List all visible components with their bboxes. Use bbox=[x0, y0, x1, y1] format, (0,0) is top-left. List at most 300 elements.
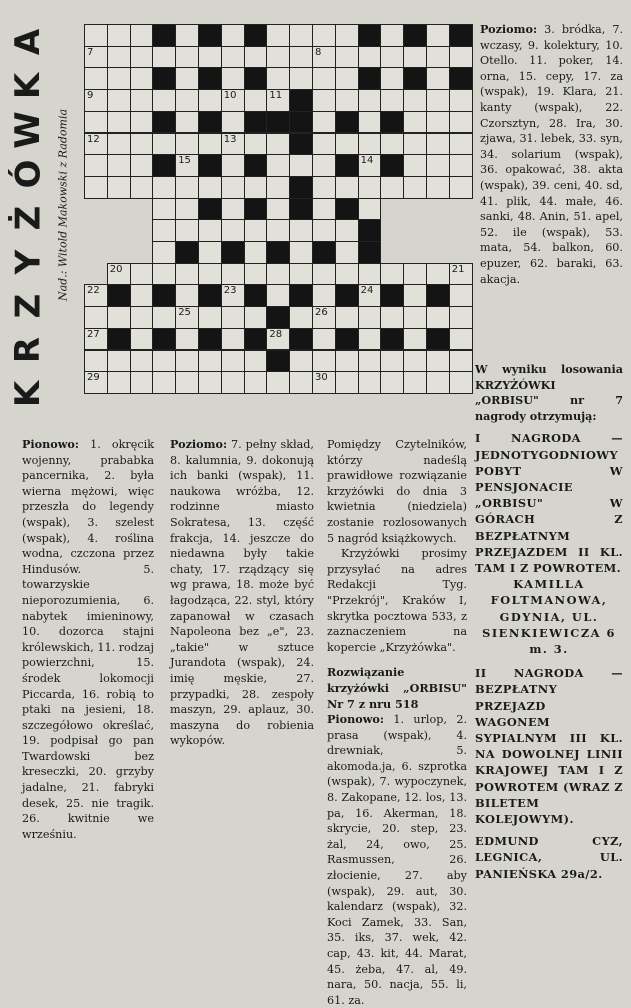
clue-number: 24 bbox=[360, 285, 374, 297]
grid-square bbox=[426, 371, 450, 394]
grid-square bbox=[335, 67, 359, 90]
grid-square bbox=[198, 306, 222, 329]
clue-number: 7 bbox=[87, 46, 94, 58]
grid-square bbox=[449, 306, 473, 329]
grid-square bbox=[152, 371, 176, 394]
grid-square bbox=[130, 284, 154, 307]
grid-square bbox=[358, 284, 382, 307]
clue-number: 9 bbox=[87, 90, 94, 102]
grid-square bbox=[175, 67, 199, 90]
grid-square bbox=[403, 306, 427, 329]
grid-gap bbox=[130, 241, 154, 264]
solution-poziomo: 3. bródka, 7. wczasy, 9. kolektury, 10. Otello. 11. poker, 14. orna, 15. cepy, 17. za (wspak), 19. Klara, 21. kanty (wspak), 22. Czorsztyn, 28. Ira, 30. zjawa, 31. lebek, 33. syn, 34. solarium (wspak), 36. opakować, 38. akta (wspak), 39. ceni, 40. sd, 41. plik, 44. małe, 46. sanki, 48. Anin, 51. apel, 52. ile (wspak), 53. mata, 54. balkon, 60. epuzer, 62. baraki, 63. akacja. bbox=[480, 23, 624, 286]
black-square bbox=[380, 284, 404, 307]
grid-square bbox=[358, 46, 382, 69]
grid-square bbox=[107, 89, 131, 112]
grid-square bbox=[289, 371, 313, 394]
grid-square bbox=[426, 176, 450, 199]
grid-square bbox=[312, 328, 336, 351]
black-square bbox=[198, 198, 222, 221]
grid-square bbox=[244, 176, 268, 199]
clue-number: 11 bbox=[269, 90, 283, 102]
grid-square bbox=[130, 328, 154, 351]
grid-square bbox=[289, 67, 313, 90]
grid-square bbox=[198, 241, 222, 264]
grid-square bbox=[335, 46, 359, 69]
grid-square bbox=[449, 350, 473, 373]
grid-gap bbox=[426, 198, 450, 221]
grid-square bbox=[175, 198, 199, 221]
grid-square bbox=[380, 263, 404, 286]
grid-gap bbox=[403, 198, 427, 221]
grid-square bbox=[221, 111, 245, 134]
black-square bbox=[107, 328, 131, 351]
poziomo-clues: 7. pełny skład, 8. kalumnia, 9. dokonują ich banki (wspak), 11. naukowa wróżba, 12. rodzinne miasto Sokratesa, 13. część frakcja, 14. jeszcze do niedawna były takie chaty, 17. rządzący się wg prawa, 18. może być łagodząca, 22. styl, który zapanował w czasach Napoleona bez „e", 23. „takie" w sztuce Jurandota (wspak), 24. imię męskie, 27. przypadki, 28. zespoły maszyn, 29. aplauz, 30. maszyna do robienia wykopów. bbox=[170, 438, 314, 748]
grid-square bbox=[312, 198, 336, 221]
grid-square bbox=[266, 24, 290, 47]
grid-square bbox=[130, 67, 154, 90]
black-square bbox=[403, 24, 427, 47]
grid-square bbox=[107, 154, 131, 177]
grid-square bbox=[426, 24, 450, 47]
grid-square bbox=[130, 89, 154, 112]
title-letter: W bbox=[7, 111, 48, 149]
black-square bbox=[244, 24, 268, 47]
grid-square bbox=[175, 154, 199, 177]
grid-square bbox=[175, 306, 199, 329]
black-square bbox=[244, 111, 268, 134]
grid-square bbox=[449, 89, 473, 112]
grid-square bbox=[312, 111, 336, 134]
solution-column bbox=[480, 22, 623, 287]
title-letter: A bbox=[7, 28, 48, 56]
grid-square bbox=[403, 176, 427, 199]
grid-square bbox=[152, 46, 176, 69]
grid-square bbox=[175, 263, 199, 286]
grid-square bbox=[221, 350, 245, 373]
grid-square bbox=[198, 350, 222, 373]
grid-square bbox=[266, 284, 290, 307]
grid-square bbox=[198, 133, 222, 156]
black-square bbox=[426, 328, 450, 351]
grid-square bbox=[335, 133, 359, 156]
clue-number: 21 bbox=[451, 263, 465, 275]
black-square bbox=[244, 198, 268, 221]
black-square bbox=[426, 284, 450, 307]
grid-square bbox=[130, 133, 154, 156]
clue-number: 15 bbox=[178, 155, 191, 167]
grid-gap bbox=[403, 241, 427, 264]
grid-square bbox=[403, 154, 427, 177]
poziomo-label: Poziomo: bbox=[170, 437, 228, 451]
grid-square bbox=[175, 371, 199, 394]
black-square bbox=[358, 24, 382, 47]
clue-number: 8 bbox=[315, 46, 322, 58]
black-square bbox=[266, 241, 290, 264]
grid-square bbox=[244, 306, 268, 329]
grid-gap bbox=[449, 198, 473, 221]
prize-2: II NAGRODA — BEZPŁATNY PRZEJAZD WAGONEM SYPIALNYM III KL. NA DOWOLNEJ LINII KRAJOWEJ TAM I Z POWROTEM (WRAZ Z BILETEM KOLEJOWYM). bbox=[475, 666, 623, 827]
page-title bbox=[6, 20, 50, 408]
grid-square bbox=[312, 176, 336, 199]
grid-square bbox=[107, 176, 131, 199]
clue-number: 23 bbox=[223, 285, 237, 297]
grid-square bbox=[152, 263, 176, 286]
grid-square bbox=[84, 328, 108, 351]
black-square bbox=[198, 328, 222, 351]
black-square bbox=[152, 67, 176, 90]
black-square bbox=[335, 328, 359, 351]
grid-square bbox=[312, 154, 336, 177]
grid-square bbox=[198, 263, 222, 286]
black-square bbox=[335, 284, 359, 307]
grid-square bbox=[380, 176, 404, 199]
grid-square bbox=[84, 306, 108, 329]
grid-gap bbox=[380, 219, 404, 242]
grid-square bbox=[221, 219, 245, 242]
grid-square bbox=[175, 89, 199, 112]
grid-square bbox=[312, 67, 336, 90]
black-square bbox=[266, 350, 290, 373]
grid-square bbox=[130, 111, 154, 134]
black-square bbox=[358, 241, 382, 264]
grid-square bbox=[312, 263, 336, 286]
grid-square bbox=[244, 263, 268, 286]
grid-square bbox=[403, 89, 427, 112]
grid-square bbox=[335, 350, 359, 373]
author-credit bbox=[48, 90, 78, 320]
grid-square bbox=[358, 306, 382, 329]
title-letter: Y bbox=[8, 249, 48, 275]
grid-square bbox=[426, 306, 450, 329]
grid-square bbox=[130, 371, 154, 394]
grid-square bbox=[244, 89, 268, 112]
grid-square bbox=[312, 133, 336, 156]
grid-square bbox=[358, 371, 382, 394]
grid-square bbox=[403, 133, 427, 156]
grid-square bbox=[426, 154, 450, 177]
grid-square bbox=[312, 284, 336, 307]
grid-square bbox=[221, 89, 245, 112]
grid-gap bbox=[84, 198, 108, 221]
grid-square bbox=[449, 46, 473, 69]
grid-square bbox=[266, 176, 290, 199]
grid-gap bbox=[403, 219, 427, 242]
clue-number: 28 bbox=[269, 328, 283, 340]
grid-square bbox=[107, 46, 131, 69]
black-square bbox=[152, 111, 176, 134]
clue-number: 26 bbox=[315, 307, 328, 319]
grid-square bbox=[426, 111, 450, 134]
clue-number: 20 bbox=[109, 263, 123, 275]
grid-square bbox=[130, 306, 154, 329]
grid-square bbox=[152, 89, 176, 112]
grid-square bbox=[84, 154, 108, 177]
grid-square bbox=[403, 350, 427, 373]
grid-square bbox=[335, 371, 359, 394]
grid-square bbox=[84, 133, 108, 156]
grid-gap bbox=[130, 219, 154, 242]
grid-square bbox=[84, 284, 108, 307]
grid-square bbox=[221, 67, 245, 90]
grid-square bbox=[403, 46, 427, 69]
grid-square bbox=[449, 328, 473, 351]
grid-square bbox=[335, 241, 359, 264]
grid-gap bbox=[130, 198, 154, 221]
grid-square bbox=[221, 371, 245, 394]
black-square bbox=[175, 241, 199, 264]
grid-square bbox=[449, 133, 473, 156]
grid-square bbox=[221, 306, 245, 329]
grid-square bbox=[403, 284, 427, 307]
prize-1: I NAGRODA — JEDNOTYGODNIOWY POBYT W PENSJONACIE „ORBISU" W GÓRACH Z BEZPŁATNYM PRZEJAZDEM II KL. TAM I Z POWROTEM. bbox=[475, 431, 623, 575]
black-square bbox=[335, 111, 359, 134]
black-square bbox=[152, 154, 176, 177]
grid-square bbox=[289, 219, 313, 242]
grid-square bbox=[358, 263, 382, 286]
black-square bbox=[289, 328, 313, 351]
solution-poziomo-label: Poziomo: bbox=[480, 22, 538, 36]
grid-square bbox=[266, 263, 290, 286]
grid-square bbox=[266, 154, 290, 177]
grid-square bbox=[449, 263, 473, 286]
grid-gap bbox=[426, 241, 450, 264]
grid-square bbox=[130, 154, 154, 177]
grid-square bbox=[266, 219, 290, 242]
grid-square bbox=[175, 111, 199, 134]
solution-pionowo: 1. urlop, 2. prasa (wspak), 4. drewniak, 5. akomoda.ja, 6. szprotka (wspak), 7. wypoczynek, 8. Zakopane, 12. los, 13. pa, 16. Akerman, 18. skrycie, 20. step, 23. żal, 24, owo, 25. Rasmussen, 26. złocienie, 27. aby (wspak), 29. aut, 30. kalendarz (wspak), 32. Koci Zamek, 33. San, 35. iks, 37. wek, 42. cap, 43. kit, 44. Marat, 45. żeba, 47. al, 49. nara, 50. nacja, 55. li, 61. za. bbox=[327, 713, 467, 1007]
solution-pionowo-label: Pionowo: bbox=[327, 712, 384, 727]
grid-square bbox=[426, 89, 450, 112]
grid-square bbox=[449, 284, 473, 307]
grid-square bbox=[358, 328, 382, 351]
grid-square bbox=[426, 263, 450, 286]
grid-square bbox=[175, 176, 199, 199]
black-square bbox=[312, 241, 336, 264]
grid-square bbox=[244, 46, 268, 69]
grid-square bbox=[266, 46, 290, 69]
grid-square bbox=[358, 154, 382, 177]
title-letter: K bbox=[7, 380, 48, 408]
grid-square bbox=[358, 111, 382, 134]
grid-square bbox=[107, 371, 131, 394]
grid-square bbox=[358, 89, 382, 112]
grid-square bbox=[358, 176, 382, 199]
grid-square bbox=[380, 67, 404, 90]
grid-square bbox=[107, 133, 131, 156]
clue-number: 30 bbox=[315, 372, 328, 384]
grid-square bbox=[449, 154, 473, 177]
send-info: Krzyżówki prosimy przysyłać na adres Redakcji Tyg. "Przekrój", Kraków I, skrytka pocztowa 533, z zaznaczeniem na kopercie „Krzyżówka". bbox=[327, 547, 467, 654]
grid-square bbox=[152, 133, 176, 156]
black-square bbox=[380, 154, 404, 177]
grid-square bbox=[152, 198, 176, 221]
grid-square bbox=[289, 306, 313, 329]
solution-title: Rozwiązanie krzyżówki „ORBISU" Nr 7 z nru 518 bbox=[327, 665, 467, 711]
title-letter: K bbox=[7, 72, 48, 100]
grid-square bbox=[107, 111, 131, 134]
clues-column-2 bbox=[170, 437, 314, 749]
black-square bbox=[403, 67, 427, 90]
black-square bbox=[289, 284, 313, 307]
grid-square bbox=[358, 198, 382, 221]
clue-number: 29 bbox=[87, 372, 100, 384]
grid-square bbox=[221, 263, 245, 286]
grid-square bbox=[221, 133, 245, 156]
grid-square bbox=[84, 67, 108, 90]
grid-square bbox=[449, 111, 473, 134]
grid-square bbox=[198, 89, 222, 112]
clue-number: 13 bbox=[223, 133, 237, 145]
info-column bbox=[327, 437, 467, 1008]
grid-square bbox=[380, 306, 404, 329]
grid-square bbox=[175, 46, 199, 69]
black-square bbox=[221, 241, 245, 264]
grid-square bbox=[107, 306, 131, 329]
grid-square bbox=[130, 350, 154, 373]
grid-gap bbox=[426, 219, 450, 242]
grid-gap bbox=[107, 241, 131, 264]
grid-square bbox=[380, 89, 404, 112]
grid-square bbox=[380, 24, 404, 47]
black-square bbox=[198, 24, 222, 47]
black-square bbox=[152, 24, 176, 47]
grid-square bbox=[130, 46, 154, 69]
grid-square bbox=[426, 133, 450, 156]
pionowo-clues: 1. okręcik wojenny, prababka pancernika, 2. była wierna mężowi, więc przeszła do legendy (wspak), 3. szelest (wspak), 4. roślina wodna, czczona przez Hindusów. 5. towarzyskie nieporozumienia, 6. nabytek imieninowy, 10. dozorca stajni królewskich, 11. rodzaj powierzchni, 15. środek lokomocji Piccarda, 16. robią to ptaki na jesieni, 18. szczegółowo określać, 19. podpisał go pan Twardowski bez kreseczki, 20. grzyby jadalne, 21. fabryki desek, 25. nie tragik. 26. kwitnie we wrześniu. bbox=[22, 438, 155, 841]
black-square bbox=[449, 67, 473, 90]
black-square bbox=[198, 284, 222, 307]
grid-square bbox=[152, 306, 176, 329]
clue-number: 27 bbox=[87, 328, 100, 340]
grid-square bbox=[152, 219, 176, 242]
clue-number: 12 bbox=[87, 133, 100, 145]
grid-square bbox=[130, 263, 154, 286]
winners-intro: W wyniku losowania KRZYŻÓWKI „ORBISU" nr 7 nagrody otrzymują: bbox=[475, 362, 623, 423]
grid-square bbox=[266, 371, 290, 394]
grid-square bbox=[221, 284, 245, 307]
grid-square bbox=[244, 241, 268, 264]
winners-column bbox=[475, 362, 623, 882]
black-square bbox=[449, 24, 473, 47]
grid-gap bbox=[449, 219, 473, 242]
title-letter: Ż bbox=[8, 205, 48, 231]
black-square bbox=[289, 133, 313, 156]
grid-square bbox=[152, 350, 176, 373]
grid-square bbox=[312, 46, 336, 69]
grid-square bbox=[403, 111, 427, 134]
black-square bbox=[289, 176, 313, 199]
grid-square bbox=[335, 24, 359, 47]
grid-square bbox=[107, 350, 131, 373]
grid-square bbox=[335, 263, 359, 286]
grid-gap bbox=[380, 241, 404, 264]
clue-number: 10 bbox=[223, 90, 237, 102]
grid-square bbox=[221, 24, 245, 47]
winner-2: EDMUND CYZ, LEGNICA, UL. PANIEŃSKA 29a/2. bbox=[475, 834, 623, 881]
grid-square bbox=[84, 176, 108, 199]
grid-square bbox=[289, 241, 313, 264]
black-square bbox=[266, 306, 290, 329]
grid-square bbox=[244, 371, 268, 394]
grid-square bbox=[221, 46, 245, 69]
grid-square bbox=[403, 328, 427, 351]
grid-square bbox=[175, 219, 199, 242]
grid-square bbox=[380, 133, 404, 156]
black-square bbox=[335, 198, 359, 221]
grid-square bbox=[221, 154, 245, 177]
black-square bbox=[335, 154, 359, 177]
grid-square bbox=[84, 111, 108, 134]
black-square bbox=[244, 328, 268, 351]
grid-square bbox=[289, 24, 313, 47]
black-square bbox=[358, 67, 382, 90]
black-square bbox=[198, 154, 222, 177]
grid-square bbox=[312, 350, 336, 373]
winner-1: KAMILLA FOLTMANOWA, GDYNIA, UL. SIENKIEWICZA 6 m. 3. bbox=[482, 577, 616, 657]
black-square bbox=[152, 284, 176, 307]
grid-square bbox=[175, 284, 199, 307]
grid-square bbox=[266, 328, 290, 351]
grid-square bbox=[426, 67, 450, 90]
grid-square bbox=[175, 328, 199, 351]
grid-square bbox=[198, 219, 222, 242]
grid-square bbox=[244, 133, 268, 156]
grid-square bbox=[84, 350, 108, 373]
grid-square bbox=[449, 371, 473, 394]
grid-square bbox=[335, 89, 359, 112]
title-letter: Ó bbox=[8, 159, 48, 189]
grid-square bbox=[266, 198, 290, 221]
grid-gap bbox=[107, 219, 131, 242]
grid-square bbox=[198, 371, 222, 394]
grid-square bbox=[312, 219, 336, 242]
title-letter: Z bbox=[8, 293, 48, 319]
grid-square bbox=[221, 176, 245, 199]
grid-square bbox=[84, 46, 108, 69]
black-square bbox=[244, 67, 268, 90]
grid-square bbox=[84, 89, 108, 112]
grid-square bbox=[221, 328, 245, 351]
black-square bbox=[198, 111, 222, 134]
grid-square bbox=[152, 241, 176, 264]
clue-number: 14 bbox=[360, 155, 374, 167]
grid-square bbox=[312, 24, 336, 47]
black-square bbox=[380, 328, 404, 351]
title-letter: R bbox=[8, 336, 48, 364]
grid-square bbox=[244, 219, 268, 242]
grid-square bbox=[175, 350, 199, 373]
grid-square bbox=[221, 198, 245, 221]
black-square bbox=[152, 328, 176, 351]
grid-square bbox=[335, 306, 359, 329]
clue-number: 25 bbox=[178, 307, 191, 319]
grid-gap bbox=[107, 198, 131, 221]
clue-number: 22 bbox=[87, 285, 100, 297]
grid-square bbox=[335, 219, 359, 242]
grid-square bbox=[175, 24, 199, 47]
grid-square bbox=[289, 263, 313, 286]
grid-square bbox=[130, 24, 154, 47]
grid-square bbox=[289, 350, 313, 373]
grid-gap bbox=[84, 263, 108, 286]
grid-square bbox=[403, 263, 427, 286]
black-square bbox=[244, 284, 268, 307]
black-square bbox=[266, 111, 290, 134]
grid-square bbox=[266, 133, 290, 156]
grid-square bbox=[312, 306, 336, 329]
black-square bbox=[380, 111, 404, 134]
